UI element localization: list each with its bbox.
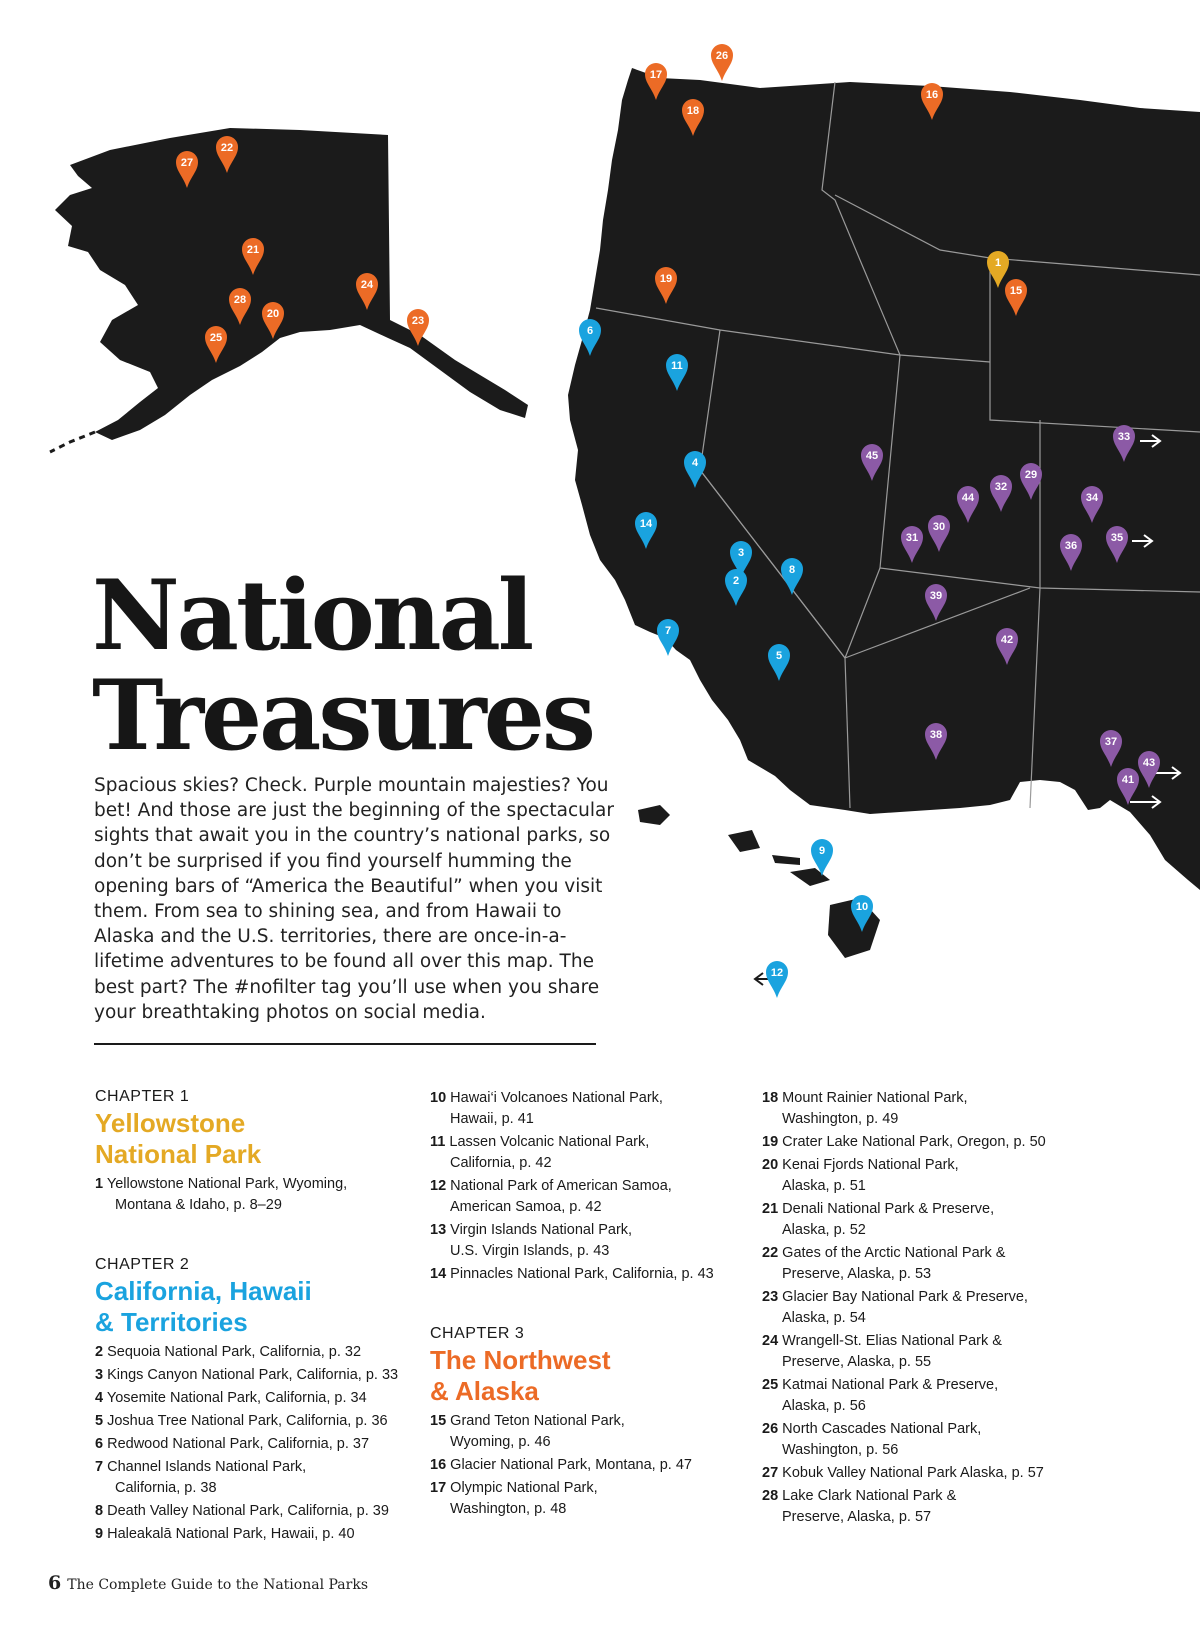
page-footer: [48, 1572, 368, 1594]
park-entry: [762, 1132, 1092, 1153]
park-number: 21: [762, 1201, 779, 1217]
marker-label: 28: [233, 294, 247, 306]
park-entry: [430, 1220, 750, 1262]
marker-label: 12: [770, 967, 784, 979]
marker-label: 8: [788, 564, 796, 576]
park-number: 24: [762, 1333, 779, 1349]
park-number: 15: [430, 1413, 447, 1429]
park-entry: [95, 1411, 415, 1432]
park-text: Haleakalā National Park, Hawaii, p. 40: [107, 1526, 355, 1542]
park-entry: [430, 1411, 750, 1453]
park-entry: [762, 1155, 1092, 1197]
map-marker-7[interactable]: [657, 619, 679, 656]
park-number: 20: [762, 1157, 779, 1173]
marker-label: 14: [639, 518, 653, 530]
alaska-shape: [55, 128, 528, 440]
park-entry: [762, 1199, 1092, 1241]
chapter-name: California, Hawaii & Territories: [95, 1276, 312, 1337]
chapter-column-1: [95, 1088, 415, 1547]
park-text: National Park of American Samoa, American Samoa, p. 42: [450, 1178, 672, 1215]
park-text: Yellowstone National Park, Wyoming, Montana & Idaho, p. 8–29: [106, 1176, 348, 1213]
hawaii-islands: [638, 805, 880, 958]
marker-label: 24: [360, 279, 374, 291]
park-entry: [95, 1457, 415, 1499]
park-number: 7: [95, 1459, 104, 1475]
park-number: 23: [762, 1289, 779, 1305]
intro-paragraph: Spacious skies? Check. Purple mountain majesties? You bet! And those are just the beginning of the spectacular sights that await you in the country’s national parks, so don’t be surprised if you find yourself humming the opening bars of “America the Beautiful” when you visit them. From sea to shining sea, and from Hawaii to Alaska and the U.S. territories, there are once-in-a-lifetime adventures to be found all over this map. The best part? The #nofilter tag you’ll use when you share your breathtaking photos on social media.: [94, 775, 614, 1023]
park-number: 26: [762, 1421, 779, 1437]
park-text: Channel Islands National Park, California, p. 38: [107, 1459, 307, 1496]
publication-title: The Complete Guide to the National Parks: [67, 1577, 369, 1593]
marker-label: 7: [664, 625, 672, 637]
contiguous-us-shape: [568, 68, 1200, 890]
marker-label: 41: [1121, 774, 1135, 786]
park-text: Crater Lake National Park, Oregon, p. 50: [782, 1134, 1046, 1150]
park-number: 11: [430, 1134, 446, 1150]
park-text: Mount Rainier National Park, Washington, p. 49: [782, 1090, 968, 1127]
marker-label: 25: [209, 332, 223, 344]
park-entry: [762, 1486, 1092, 1528]
park-number: 5: [95, 1413, 104, 1429]
aleutian-islands: [50, 432, 95, 452]
park-entry: [95, 1501, 415, 1522]
map-marker-12[interactable]: [766, 961, 788, 998]
park-text: North Cascades National Park, Washington, p. 56: [782, 1421, 982, 1458]
marker-label: 21: [246, 244, 260, 256]
park-text: Lassen Volcanic National Park, California, p. 42: [449, 1134, 650, 1171]
marker-label: 34: [1085, 492, 1099, 504]
park-entry: [430, 1264, 750, 1285]
park-entry: [95, 1365, 415, 1386]
marker-label: 43: [1142, 757, 1156, 769]
chapter-label: CHAPTER 3: [430, 1325, 525, 1342]
park-text: Pinnacles National Park, California, p. 43: [450, 1266, 714, 1282]
marker-label: 29: [1024, 469, 1038, 481]
park-entry: [430, 1455, 750, 1476]
park-text: Sequoia National Park, California, p. 32: [107, 1344, 362, 1360]
park-entry: [95, 1434, 415, 1455]
park-number: 28: [762, 1488, 779, 1504]
park-number: 19: [762, 1134, 779, 1150]
marker-label: 27: [180, 157, 194, 169]
park-text: Virgin Islands National Park, U.S. Virgin Islands, p. 43: [450, 1222, 633, 1259]
park-entry: [762, 1375, 1092, 1417]
marker-label: 33: [1117, 431, 1131, 443]
park-number: 3: [95, 1367, 104, 1383]
park-number: 4: [95, 1390, 104, 1406]
marker-label: 32: [994, 481, 1008, 493]
park-number: 12: [430, 1178, 447, 1194]
park-text: Glacier National Park, Montana, p. 47: [450, 1457, 692, 1473]
marker-label: 9: [818, 845, 826, 857]
park-number: 1: [95, 1176, 104, 1192]
park-number: 13: [430, 1222, 447, 1238]
park-text: Yosemite National Park, California, p. 34: [106, 1390, 367, 1406]
park-number: 27: [762, 1465, 779, 1481]
marker-label: 10: [855, 901, 869, 913]
marker-label: 44: [961, 492, 975, 504]
chapter-name: Yellowstone National Park: [95, 1108, 262, 1169]
marker-label: 38: [929, 729, 943, 741]
park-text: Redwood National Park, California, p. 37: [107, 1436, 370, 1452]
park-entry: [430, 1132, 750, 1174]
park-text: Joshua Tree National Park, California, p. 36: [107, 1413, 388, 1429]
chapter-label: CHAPTER 2: [95, 1256, 190, 1273]
park-text: Olympic National Park, Washington, p. 48: [450, 1480, 598, 1517]
park-number: 18: [762, 1090, 779, 1106]
park-number: 16: [430, 1457, 447, 1473]
park-entry: [762, 1287, 1092, 1329]
park-text: Glacier Bay National Park & Preserve, Alaska, p. 54: [782, 1289, 1028, 1326]
park-entry: [762, 1088, 1092, 1130]
page-title-line2: Treasures: [92, 659, 593, 772]
marker-label: 36: [1064, 540, 1078, 552]
park-entry: [430, 1176, 750, 1218]
marker-label: 11: [671, 360, 683, 372]
park-text: Wrangell-St. Elias National Park & Preserve, Alaska, p. 55: [782, 1333, 1002, 1370]
marker-label: 1: [994, 257, 1002, 269]
marker-label: 39: [929, 590, 943, 602]
park-number: 17: [430, 1480, 447, 1496]
park-number: 9: [95, 1526, 104, 1542]
marker-label: 45: [865, 450, 879, 462]
park-text: Hawai‘i Volcanoes National Park, Hawaii, p. 41: [450, 1090, 663, 1127]
park-entry: [762, 1331, 1092, 1373]
marker-label: 23: [411, 315, 425, 327]
marker-label: 17: [649, 69, 663, 81]
marker-label: 16: [925, 89, 939, 101]
marker-label: 19: [659, 273, 673, 285]
marker-label: 2: [732, 575, 740, 587]
park-entry: [95, 1524, 415, 1545]
marker-label: 22: [220, 142, 234, 154]
chapter-column-3: [762, 1088, 1092, 1530]
marker-label: 30: [932, 521, 946, 533]
park-entry: [95, 1388, 415, 1409]
page-title-line1: National: [92, 559, 532, 672]
park-entry: [762, 1419, 1092, 1461]
park-text: Lake Clark National Park & Preserve, Alaska, p. 57: [782, 1488, 957, 1525]
marker-label: 31: [905, 532, 919, 544]
park-entry: [762, 1243, 1092, 1285]
park-number: 10: [430, 1090, 447, 1106]
marker-label: 6: [586, 325, 594, 337]
park-text: Kobuk Valley National Park Alaska, p. 57: [782, 1465, 1044, 1481]
marker-label: 37: [1104, 736, 1118, 748]
chapter-label: CHAPTER 1: [95, 1088, 190, 1105]
page-number: 6: [48, 1572, 62, 1594]
park-number: 22: [762, 1245, 779, 1261]
marker-label: 35: [1110, 532, 1124, 544]
park-entry: [762, 1463, 1092, 1484]
park-text: Kings Canyon National Park, California, p. 33: [107, 1367, 399, 1383]
park-entry: [430, 1088, 750, 1130]
park-text: Gates of the Arctic National Park & Preserve, Alaska, p. 53: [782, 1245, 1006, 1282]
park-entry: [95, 1174, 415, 1216]
park-number: 25: [762, 1377, 779, 1393]
park-text: Grand Teton National Park, Wyoming, p. 46: [450, 1413, 625, 1450]
marker-label: 4: [691, 457, 699, 469]
park-text: Denali National Park & Preserve, Alaska, p. 52: [782, 1201, 995, 1238]
marker-label: 42: [1000, 634, 1014, 646]
marker-label: 18: [686, 105, 700, 117]
section-divider: [94, 1043, 596, 1045]
chapter-column-2: [430, 1088, 750, 1522]
park-number: 6: [95, 1436, 104, 1452]
park-text: Katmai National Park & Preserve, Alaska, p. 56: [782, 1377, 999, 1414]
park-entry: [430, 1478, 750, 1520]
marker-label: 15: [1009, 285, 1023, 297]
park-entry: [95, 1342, 415, 1363]
park-text: Death Valley National Park, California, p. 39: [107, 1503, 389, 1519]
park-number: 14: [430, 1266, 447, 1282]
marker-label: 20: [266, 308, 280, 320]
marker-label: 3: [737, 547, 745, 559]
marker-label: 5: [775, 650, 783, 662]
marker-label: 26: [715, 50, 729, 62]
park-number: 2: [95, 1344, 104, 1360]
map-marker-26[interactable]: [711, 44, 733, 81]
chapter-name: The Northwest & Alaska: [430, 1345, 611, 1406]
park-number: 8: [95, 1503, 104, 1519]
park-text: Kenai Fjords National Park, Alaska, p. 51: [782, 1157, 959, 1194]
